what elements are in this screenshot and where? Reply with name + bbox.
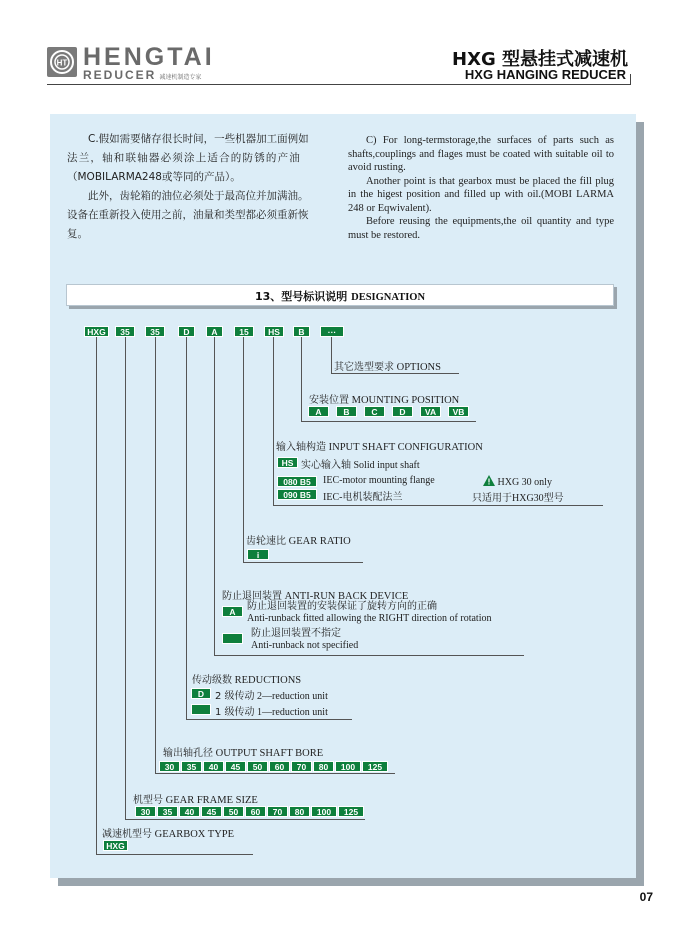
- input-shaft-label: [276, 438, 483, 453]
- hs-desc: [301, 456, 420, 471]
- frame-size-label: [133, 791, 258, 806]
- code-080-b5: 080 B5: [277, 476, 317, 487]
- cn-line-3: （MOBILARMA248或等同的产品）。: [67, 171, 241, 183]
- reductions-label-en: REDUCTIONS: [234, 675, 302, 686]
- brand-name: HENGTAI: [83, 43, 215, 71]
- code-blank-reduction: [191, 704, 211, 715]
- frame-70: 70: [267, 806, 288, 817]
- cn-line-4: 此外，齿轮箱的油位必须处于最高位并加满油。: [88, 190, 309, 202]
- gearbox-type-label: [102, 825, 234, 840]
- hline-reductions: [186, 719, 352, 720]
- options-label: [334, 358, 441, 373]
- code-blank-anti-run: [222, 633, 243, 644]
- reductions-one-desc: [215, 703, 328, 718]
- en-paragraph-2: Another point is that gearbox must be placed the fill plug in the higest position and filled up with oil.(MOBI LARMA 248 or Eqwivalent).: [348, 175, 614, 214]
- code-a: A: [222, 606, 243, 617]
- b5-desc-en: IEC-motor mounting flange: [323, 475, 435, 486]
- frame-60: 60: [245, 806, 266, 817]
- b5-desc-cn: IEC-电机装配法兰: [323, 492, 403, 503]
- frame-30: 30: [135, 806, 156, 817]
- hline-options: [331, 373, 459, 374]
- reductions-d-desc: [215, 687, 328, 702]
- company-logo: [47, 47, 77, 77]
- designation-title-cn: 13、型号标识说明: [254, 290, 348, 303]
- mounting-a: A: [308, 406, 329, 417]
- bore-80: 80: [313, 761, 334, 772]
- anti-run-none-en: Anti-runback not specified: [251, 640, 359, 651]
- code-input: HS: [264, 326, 284, 337]
- bore-30: 30: [159, 761, 180, 772]
- hxg30-note-cn: 只适用于HXG30型号: [472, 493, 564, 504]
- line-bore: [155, 337, 156, 773]
- reductions-label-cn: 传动级数: [192, 675, 232, 686]
- hxg30-note-en: HXG 30 only: [497, 477, 552, 488]
- mounting-vb: VB: [448, 406, 469, 417]
- code-ratio: 15: [234, 326, 254, 337]
- code-mounting: B: [293, 326, 310, 337]
- line-options: [331, 337, 332, 373]
- header-rule: [47, 84, 631, 85]
- mounting-b: B: [336, 406, 357, 417]
- code-hs: HS: [277, 457, 298, 468]
- frame-100: 100: [311, 806, 337, 817]
- line-frame: [125, 337, 126, 819]
- gearbox-type-label-cn: 减速机型号: [102, 829, 152, 840]
- mounting-c: C: [364, 406, 385, 417]
- frame-35: 35: [157, 806, 178, 817]
- line-gearbox: [96, 337, 97, 854]
- anti-run-label-cn: 防止退回装置: [222, 591, 282, 602]
- anti-run-a-en: Anti-runback fitted allowing the RIGHT direction of rotation: [247, 613, 492, 624]
- mounting-label-cn: 安装位置: [309, 395, 349, 406]
- anti-run-label: [222, 587, 408, 602]
- hline-bore: [155, 773, 395, 774]
- line-reductions: [186, 337, 187, 719]
- code-hxg-type: HXG: [103, 840, 128, 851]
- en-paragraph-1: C) For long-termstorage,the surfaces of parts such as shafts,couplings and flages must be coated with suitable oil to avoid rusting.: [348, 135, 614, 173]
- hline-anti-run: [214, 655, 524, 656]
- reductions-label: [192, 671, 301, 686]
- brand-sub-text: REDUCER: [83, 68, 157, 82]
- storage-note-en: [348, 134, 614, 242]
- page-title-cn: HXG 型悬挂式减速机: [452, 49, 628, 70]
- svg-text:HT: HT: [56, 58, 68, 68]
- designation-title: [67, 288, 613, 304]
- code-anti-run: A: [206, 326, 223, 337]
- storage-note-cn: [67, 130, 339, 244]
- bore-125: 125: [362, 761, 388, 772]
- code-bore: 35: [145, 326, 165, 337]
- hxg30-note: [483, 475, 552, 488]
- frame-80: 80: [289, 806, 310, 817]
- line-input: [273, 337, 274, 505]
- brand-sub: [83, 68, 201, 82]
- code-090-b5: 090 B5: [277, 489, 317, 500]
- line-ratio: [243, 337, 244, 562]
- output-bore-label-en: OUTPUT SHAFT BORE: [215, 748, 324, 759]
- bore-35: 35: [181, 761, 202, 772]
- bore-100: 100: [335, 761, 361, 772]
- bore-45: 45: [225, 761, 246, 772]
- output-bore-label-cn: 输出轴孔径: [163, 748, 213, 759]
- frame-45: 45: [201, 806, 222, 817]
- frame-40: 40: [179, 806, 200, 817]
- cn-line-6: 复。: [67, 228, 88, 240]
- line-anti-run: [214, 337, 215, 655]
- reductions-d-cn: 2 级传动: [215, 691, 255, 702]
- hs-desc-cn: 实心输入轴: [301, 460, 351, 471]
- designation-header: [66, 284, 614, 306]
- frame-size-label-en: GEAR FRAME SIZE: [165, 795, 258, 806]
- anti-run-none-desc: [251, 628, 358, 652]
- code-frame: 35: [115, 326, 135, 337]
- header-rule-tick: [630, 74, 631, 85]
- options-label-cn: 其它选型要求: [334, 362, 394, 373]
- designation-title-en: DESIGNATION: [351, 292, 426, 303]
- hline-gearbox: [96, 854, 253, 855]
- gear-ratio-label: [246, 532, 351, 547]
- page-number: 07: [639, 890, 653, 904]
- bore-50: 50: [247, 761, 268, 772]
- code-i: i: [247, 549, 269, 560]
- reductions-one-en: 1—reduction unit: [257, 707, 328, 718]
- options-label-en: OPTIONS: [396, 362, 441, 373]
- frame-125: 125: [338, 806, 364, 817]
- gearbox-type-label-en: GEARBOX TYPE: [154, 829, 235, 840]
- anti-run-label-en: ANTI-RUN BACK DEVICE: [284, 591, 409, 602]
- code-reductions: D: [178, 326, 195, 337]
- code-hxg: HXG: [84, 326, 109, 337]
- code-options: ···: [320, 326, 344, 337]
- code-d: D: [191, 688, 211, 699]
- page-title-en: HXG HANGING REDUCER: [464, 67, 626, 82]
- frame-size-label-cn: 机型号: [133, 795, 163, 806]
- cn-line-2: 法兰，轴和联轴器必须涂上适合的防锈的产油: [67, 152, 301, 164]
- input-shaft-label-en: INPUT SHAFT CONFIGURATION: [328, 442, 483, 453]
- hline-mounting: [301, 421, 476, 422]
- mounting-va: VA: [420, 406, 441, 417]
- cn-line-5: 设备在重新投入使用之前，油量和类型都必须重新恢: [67, 209, 309, 221]
- mounting-label-en: MOUNTING POSITION: [351, 395, 460, 406]
- bore-60: 60: [269, 761, 290, 772]
- cn-line-1: C.假如需要储存很长时间，一些机器加工面例如: [88, 133, 309, 145]
- reductions-one-cn: 1 级传动: [215, 707, 255, 718]
- hline-frame: [125, 819, 365, 820]
- gear-ratio-label-cn: 齿轮速比: [246, 536, 286, 547]
- hline-input: [273, 505, 603, 506]
- bore-70: 70: [291, 761, 312, 772]
- brand-tagline: 减速机制造专家: [159, 75, 202, 81]
- frame-50: 50: [223, 806, 244, 817]
- anti-run-none-cn: 防止退回装置不指定: [251, 628, 341, 639]
- anti-run-a-desc: [247, 601, 491, 625]
- output-bore-label: [163, 744, 323, 759]
- hs-desc-en: Solid input shaft: [353, 460, 420, 471]
- gear-logo-icon: [47, 47, 77, 77]
- en-paragraph-3: Before reusing the equipments,the oil quantity and type must be restored.: [348, 216, 614, 241]
- reductions-d-en: 2—reduction unit: [257, 691, 328, 702]
- input-shaft-label-cn: 输入轴构造: [276, 442, 326, 453]
- warning-icon: [483, 475, 495, 486]
- line-mounting: [301, 337, 302, 421]
- mounting-d: D: [392, 406, 413, 417]
- anti-run-a-cn: 防止退回装置的安装保证了旋转方向的正确: [247, 601, 437, 612]
- hline-ratio: [243, 562, 363, 563]
- mounting-label: [309, 391, 459, 406]
- gear-ratio-label-en: GEAR RATIO: [288, 536, 351, 547]
- bore-40: 40: [203, 761, 224, 772]
